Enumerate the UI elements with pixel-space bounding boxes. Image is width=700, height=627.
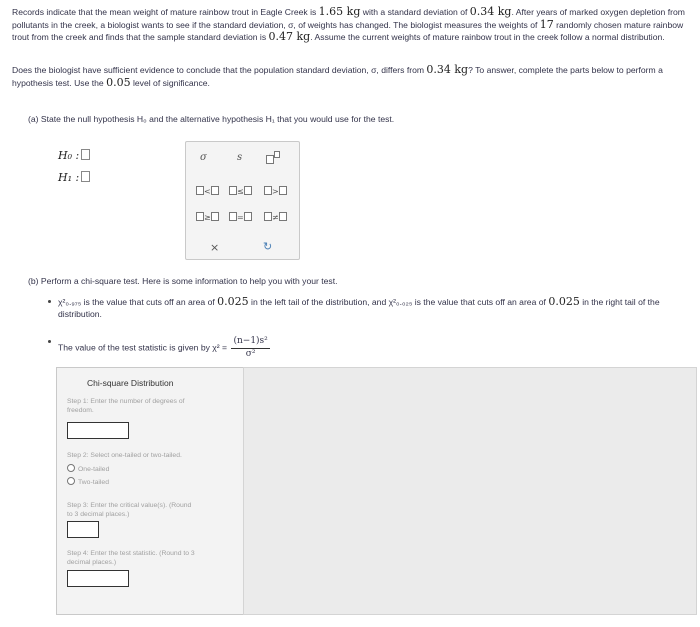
box-icon (211, 186, 219, 195)
less-than-symbol: < (204, 187, 211, 196)
greater-than-button[interactable] (264, 186, 287, 196)
one-tailed-label: One-tailed (78, 466, 110, 473)
formula-numerator: (n−1)s² (231, 336, 269, 349)
less-equal-button[interactable] (229, 186, 252, 196)
s-button[interactable]: s (237, 152, 243, 163)
bullet-dot-icon (48, 300, 51, 303)
box-icon (229, 186, 237, 195)
text-segment: . After years of marked oxygen depletion from pollutants in the creek, a biologist wants to see if the standard deviation, σ, of weights has changed. The biologist measures the weights of (12, 7, 685, 30)
h0-input[interactable] (81, 149, 90, 160)
text-segment: Records indicate that the mean weight of mature rainbow trout in Eagle Creek is (12, 7, 319, 17)
equal-symbol: = (237, 213, 244, 222)
chi-panel-title: Chi-square Distribution (87, 378, 174, 388)
two-tailed-option[interactable] (67, 477, 109, 486)
text-segment: level of significance. (130, 77, 210, 88)
text-segment: randomly chosen mature rainbow trout from the creek and finds that the sample standard deviation is (12, 19, 684, 42)
h0-label: H₀ : (58, 149, 80, 162)
box-icon (279, 212, 287, 221)
greater-equal-symbol: ≥ (204, 213, 211, 222)
sample-size: 17 (539, 17, 554, 31)
formula-fraction (231, 336, 269, 360)
step-3-text: Step 3: Enter the critical value(s). (Round to 3 decimal places.) (67, 502, 192, 518)
part-b-label: (b) Perform a chi-square test. Here is some information to help you with your test. (28, 276, 338, 286)
text-segment: in the right tail of the distribution. (58, 297, 660, 319)
critical-value-input[interactable] (67, 521, 99, 538)
alpha-value: 0.05 (106, 75, 131, 89)
degrees-freedom-input[interactable] (67, 422, 129, 439)
box-icon (196, 186, 204, 195)
bullet-critical-values (58, 296, 683, 320)
clear-icon[interactable]: × (210, 241, 220, 254)
area-value: 0.025 (217, 295, 249, 308)
less-equal-symbol: ≤ (237, 187, 244, 196)
bullet-dot-icon (48, 340, 51, 343)
sigma-button[interactable]: σ (200, 152, 207, 163)
two-tailed-label: Two-tailed (78, 479, 109, 486)
radio-icon (67, 477, 75, 485)
null-hypothesis-row (58, 149, 90, 162)
h1-input[interactable] (81, 171, 90, 182)
formula-denominator: σ² (245, 348, 256, 359)
box-icon (244, 212, 252, 221)
equal-button[interactable] (229, 212, 252, 222)
undo-icon[interactable]: ↻ (263, 240, 273, 253)
sd-value: 0.34 kg (426, 63, 469, 76)
step-4-text: Step 4: Enter the test statistic. (Round to 3 decimal places.) (67, 550, 195, 566)
mean-value: 1.65 kg (318, 5, 361, 18)
symbol-palette (185, 141, 300, 260)
text-segment: in the left tail of the distribution, and χ²₀.₀₂₅ is the value that cuts off an area of (248, 297, 549, 307)
radio-icon (67, 464, 75, 472)
box-icon (264, 186, 272, 195)
h1-label: H₁ : (58, 171, 80, 184)
step-1-text: Step 1: Enter the number of degrees of freedom. (67, 398, 185, 414)
problem-statement (12, 6, 696, 44)
greater-equal-button[interactable] (196, 212, 219, 222)
superscript-exp-icon (274, 151, 280, 158)
superscript-base-icon (266, 155, 274, 164)
one-tailed-option[interactable] (67, 464, 109, 473)
chi-square-panel (56, 367, 244, 615)
box-icon (279, 186, 287, 195)
bullet-test-statistic (58, 336, 270, 360)
sd-value: 0.34 kg (469, 5, 512, 18)
superscript-button[interactable] (266, 151, 280, 165)
text-segment: ? To answer, complete the parts below to perform a hypothesis test. Use the (12, 65, 663, 88)
distribution-graph-area (243, 367, 697, 615)
box-icon (211, 212, 219, 221)
box-icon (196, 212, 204, 221)
text-segment: with a standard deviation of (360, 7, 470, 17)
text-segment: χ²₀.₉₇₅ is the value that cuts off an area of (58, 297, 218, 307)
test-statistic-text: The value of the test statistic is given by χ² = (58, 342, 228, 353)
sample-sd: 0.47 kg (268, 30, 311, 43)
part-a-label: (a) State the null hypothesis H₀ and the alternative hypothesis H₁ that you would use for the test. (28, 114, 395, 124)
greater-than-symbol: > (272, 187, 279, 196)
not-equal-symbol: ≠ (272, 213, 279, 222)
box-icon (244, 186, 252, 195)
alt-hypothesis-row (58, 171, 90, 184)
text-segment: . Assume the current weights of mature rainbow trout in the creek follow a normal distribution. (310, 32, 665, 42)
box-icon (264, 212, 272, 221)
less-than-button[interactable] (196, 186, 219, 196)
area-value: 0.025 (548, 295, 580, 308)
test-statistic-input[interactable] (67, 570, 129, 587)
step-2-text: Step 2: Select one-tailed or two-tailed. (67, 452, 182, 459)
box-icon (229, 212, 237, 221)
question-statement (12, 64, 696, 89)
not-equal-button[interactable] (264, 212, 287, 222)
text-segment: Does the biologist have sufficient evidence to conclude that the population standard deviation, σ, differs from (12, 65, 427, 75)
